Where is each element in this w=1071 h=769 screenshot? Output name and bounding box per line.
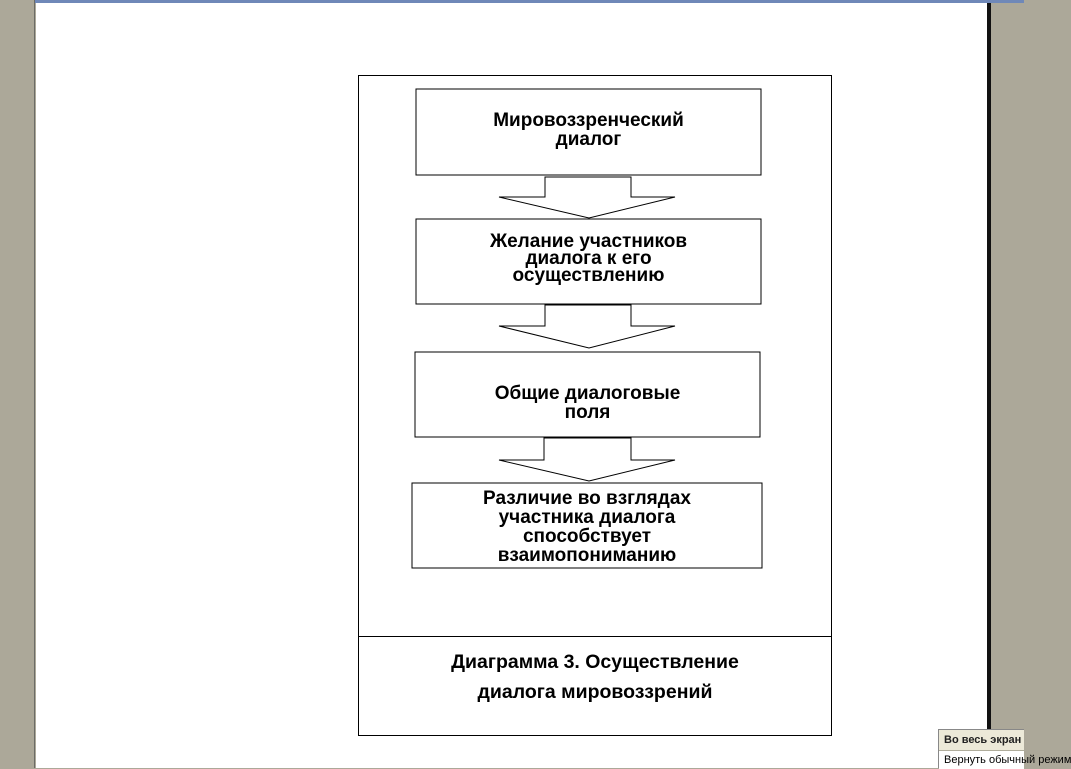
- flow-box-2-text: [416, 233, 761, 284]
- restore-normal-view-button[interactable]: Вернуть обычный режим: [939, 751, 1024, 769]
- diagram-frame: [358, 75, 832, 736]
- text-line: способствует: [522, 526, 652, 547]
- fullscreen-toolbar: [938, 729, 1071, 768]
- document-page: [36, 3, 987, 768]
- flow-box-1-text: [416, 111, 761, 149]
- flow-box-4-text: [412, 489, 762, 565]
- arrow-down-2: [499, 305, 675, 348]
- text-line: Общие диалоговые: [494, 383, 681, 404]
- arrow-down-1: [499, 177, 675, 218]
- text-line: участника диалога: [498, 507, 676, 528]
- arrow-down-3: [499, 438, 675, 481]
- text-line: диалог: [555, 129, 622, 150]
- text-line: Мировоззренческий: [493, 110, 684, 131]
- fullscreen-toolbar-title: Во весь экран: [939, 730, 1024, 751]
- text-line: диалога к его: [525, 248, 652, 269]
- caption-separator: [359, 636, 831, 637]
- left-margin-panel: [0, 0, 35, 768]
- text-line: взаимопониманию: [497, 545, 677, 566]
- right-margin-panel: [991, 3, 1024, 768]
- caption-line: диалога мировоззрений: [477, 681, 713, 703]
- text-line: поля: [564, 402, 611, 423]
- text-line: Желание участников: [489, 231, 688, 252]
- diagram-caption: [359, 647, 831, 707]
- caption-line: Диаграмма 3. Осуществление: [451, 651, 739, 673]
- text-line: осуществлению: [512, 265, 665, 286]
- flow-box-3-text: [415, 384, 760, 422]
- text-line: Различие во взглядах: [483, 488, 691, 509]
